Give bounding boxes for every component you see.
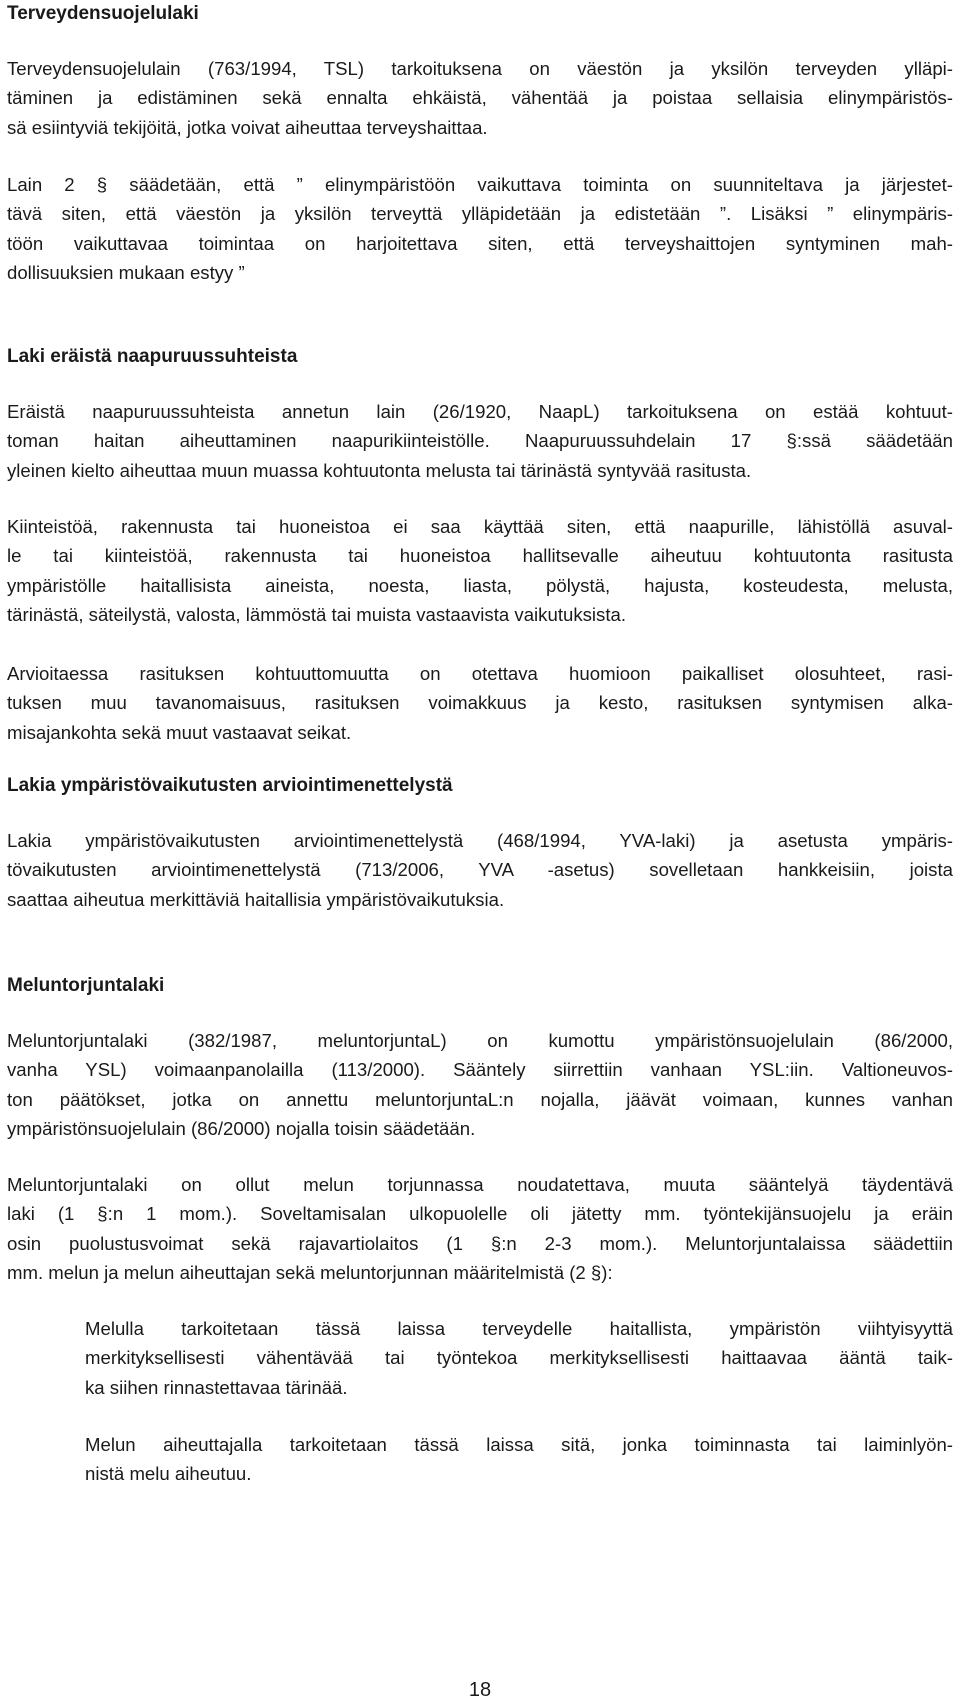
paragraph (7, 170, 953, 287)
text-line: tävä siten, että väestön ja yksilön terveyttä ylläpidetään ja edistetään ”. Lisäksi ” elinympäris- (7, 203, 953, 225)
text-line: Arvioitaessa rasituksen kohtuuttomuutta on otettava huomioon paikalliset olosuhteet, rasi- (7, 663, 953, 684)
text-line: ton päätökset, jotka on annettu meluntorjuntaL:n nojalla, jäävät voimaan, kunnes vanhan (7, 1088, 953, 1110)
text-line: nistä melu aiheutuu. (85, 1463, 252, 1485)
paragraph (7, 659, 953, 747)
text-line: ympäristölle haitallisista aineista, noesta, liasta, pölystä, hajusta, kosteudesta, melusta, (7, 574, 953, 596)
section-heading-naapuruussuhteet: Laki eräistä naapuruussuhteista (7, 346, 298, 367)
text-line: ympäristönsuojelulain (86/2000) nojalla toisin säädetään. (7, 1117, 476, 1139)
text-line: Terveydensuojelulain (763/1994, TSL) tarkoituksena on väestön ja yksilön terveyden ylläpi- (7, 58, 953, 79)
text-line: merkityksellisesti vähentävää tai työntekoa merkityksellisesti haittaavaa ääntä taik- (85, 1347, 953, 1369)
paragraph (7, 826, 953, 914)
text-line: Lakia ympäristövaikutusten arviointimenettelystä (468/1994, YVA-laki) ja asetusta ympäris- (7, 830, 953, 851)
section-heading-terveydensuojelulaki: Terveydensuojelulaki (7, 3, 199, 24)
text-line: le tai kiinteistöä, rakennusta tai huoneistoa hallitsevalle aiheutuu kohtuutonta rasitusta (7, 545, 953, 567)
text-line: Meluntorjuntalaki (382/1987, meluntorjuntaL) on kumottu ympäristönsuojelulain (86/2000, (7, 1030, 953, 1051)
text-line: Kiinteistöä, rakennusta tai huoneistoa ei saa käyttää siten, että naapurille, lähistöllä asuval- (7, 516, 953, 537)
text-line: laki (1 §:n 1 mom.). Soveltamisalan ulkopuolelle oli jätetty mm. työntekijänsuojelu ja eräin (7, 1203, 953, 1225)
text-line: tuksen muu tavanomaisuus, rasituksen voimakkuus ja kesto, rasituksen syntymisen alka- (7, 692, 953, 714)
text-line: tärinästä, säteilystä, valosta, lämmöstä tai muista vastaavista vaikutuksista. (7, 603, 627, 625)
text-line: täminen ja edistäminen sekä ennalta ehkäistä, vähentää ja poistaa sellaisia elinympäristös- (7, 87, 953, 109)
paragraph (7, 54, 953, 142)
section-heading-meluntorjuntalaki: Meluntorjuntalaki (7, 975, 165, 996)
text-line: sä esiintyviä tekijöitä, jotka voivat aiheuttaa terveyshaittaa. (7, 116, 488, 138)
indented-quote (85, 1314, 953, 1402)
text-line: toman haitan aiheuttaminen naapurikiinteistölle. Naapuruussuhdelain 17 §:ssä säädetään (7, 430, 953, 452)
text-line: tövaikutusten arviointimenettelystä (713/2006, YVA -asetus) sovelletaan hankkeisiin, joista (7, 859, 953, 881)
text-line: dollisuuksien mukaan estyy ” (7, 261, 245, 283)
text-line: Melun aiheuttajalla tarkoitetaan tässä laissa sitä, jonka toiminnasta tai laiminlyön- (85, 1434, 953, 1455)
section-heading-yva: Lakia ympäristövaikutusten arviointimenettelystä (7, 775, 453, 796)
text-line: mm. melun ja melun aiheuttajan sekä meluntorjunnan määritelmistä (2 §): (7, 1261, 613, 1283)
paragraph (7, 397, 953, 485)
text-line: Eräistä naapuruussuhteista annetun lain (26/1920, NaapL) tarkoituksena on estää kohtuut- (7, 401, 953, 422)
text-line: Lain 2 § säädetään, että ” elinympäristöön vaikuttava toiminta on suunniteltava ja järjestet- (7, 174, 953, 195)
text-line: saattaa aiheutua merkittäviä haitallisia ympäristövaikutuksia. (7, 888, 505, 910)
text-line: osin puolustusvoimat sekä rajavartiolaitos (1 §:n 2-3 mom.). Meluntorjuntalaissa säädettiin (7, 1232, 953, 1254)
text-line: töön vaikuttavaa toimintaa on harjoitettava siten, että terveyshaittojen syntyminen mah- (7, 232, 953, 254)
text-line: misajankohta sekä muut vastaavat seikat. (7, 721, 352, 743)
text-line: ka siihen rinnastettavaa tärinää. (85, 1376, 348, 1398)
paragraph (7, 512, 953, 629)
indented-quote (85, 1430, 953, 1489)
paragraph (7, 1026, 953, 1143)
page-number: 18 (468, 1679, 492, 1701)
text-line: Melulla tarkoitetaan tässä laissa terveydelle haitallista, ympäristön viihtyisyyttä (85, 1318, 953, 1339)
paragraph (7, 1170, 953, 1287)
text-line: yleinen kielto aiheuttaa muun muassa kohtuutonta melusta tai tärinästä syntyvää rasitusta. (7, 459, 752, 481)
text-line: Meluntorjuntalaki on ollut melun torjunnassa noudatettava, muuta sääntelyä täydentävä (7, 1174, 953, 1195)
text-line: vanha YSL) voimaanpanolailla (113/2000). Sääntely siirrettiin vanhaan YSL:iin. Valtioneuvos- (7, 1059, 953, 1081)
